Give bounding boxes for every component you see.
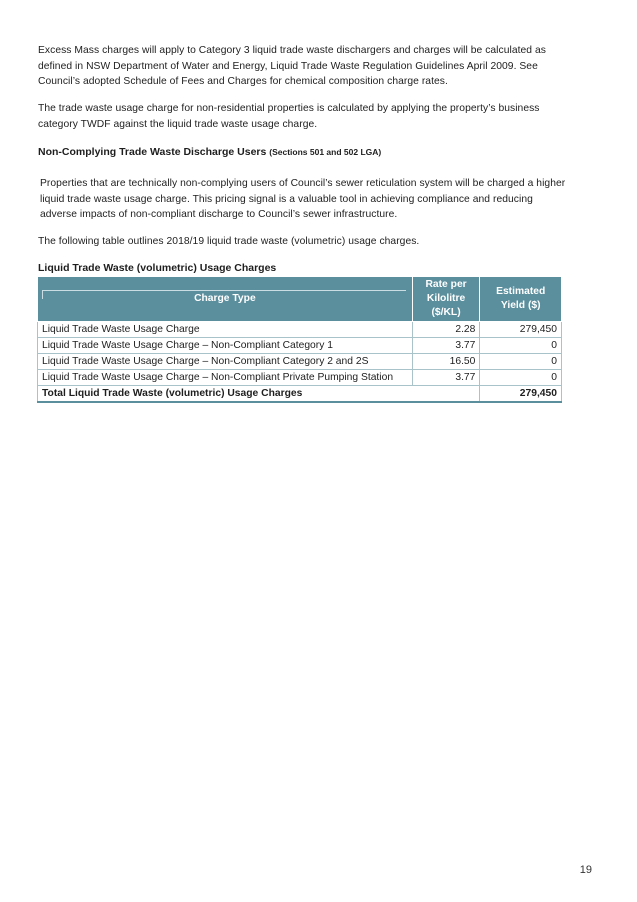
table-row xyxy=(38,370,562,386)
table-row xyxy=(38,354,562,370)
non-complying-title: Non-Complying Trade Waste Discharge Users xyxy=(38,146,267,158)
yield-cell: 0 xyxy=(480,354,562,370)
yield-header: Estimated Yield ($) xyxy=(480,277,562,322)
header-rule xyxy=(42,290,406,291)
rate-header: Rate per Kilolitre ($/KL) xyxy=(412,277,480,322)
usage-charges-table xyxy=(37,276,562,403)
non-complying-paragraph: Properties that are technically non-complying users of Council’s sewer reticulation system will be charged a higher liquid trade waste usage charge. This pricing signal is a valuable tool in achieving compliance and reducing adverse impacts of non-compliant discharge to Council’s sewer infrastructure. xyxy=(40,178,566,220)
usage-charge-paragraph: The trade waste usage charge for non-residential properties is calculated by applying the property’s business category TWDF against the liquid trade waste usage charge. xyxy=(38,103,540,130)
charge-type-cell: Liquid Trade Waste Usage Charge – Non-Compliant Category 1 xyxy=(38,338,413,354)
rate-cell: 3.77 xyxy=(412,370,480,386)
rate-cell: 3.77 xyxy=(412,338,480,354)
non-complying-heading xyxy=(38,146,381,158)
table-title: Liquid Trade Waste (volumetric) Usage Charges xyxy=(38,262,277,274)
excess-mass-paragraph: Excess Mass charges will apply to Category 3 liquid trade waste dischargers and charges will be calculated as defined in NSW Department of Water and Energy, Liquid Trade Waste Regulation Guidelines April 2009. See Council’s adopted Schedule of Fees and Charges for chemical composition charge rates. xyxy=(38,45,546,87)
charge-type-header-label: Charge Type xyxy=(194,293,256,304)
table-header-row xyxy=(38,277,562,322)
yield-cell: 0 xyxy=(480,338,562,354)
header-rule-tick xyxy=(42,290,43,299)
table-row xyxy=(38,338,562,354)
total-label-cell: Total Liquid Trade Waste (volumetric) Usage Charges xyxy=(38,386,480,403)
total-yield-cell: 279,450 xyxy=(480,386,562,403)
charge-type-header xyxy=(38,277,413,322)
total-row xyxy=(38,386,562,403)
table-intro-paragraph: The following table outlines 2018/19 liquid trade waste (volumetric) usage charges. xyxy=(38,236,420,247)
table-row xyxy=(38,322,562,338)
yield-cell: 0 xyxy=(480,370,562,386)
charge-type-cell: Liquid Trade Waste Usage Charge – Non-Compliant Private Pumping Station xyxy=(38,370,413,386)
page-number: 19 xyxy=(579,864,592,876)
charge-type-cell: Liquid Trade Waste Usage Charge xyxy=(38,322,413,338)
yield-cell: 279,450 xyxy=(480,322,562,338)
rate-cell: 16.50 xyxy=(412,354,480,370)
non-complying-sections: (Sections 501 and 502 LGA) xyxy=(269,147,382,157)
charge-type-cell: Liquid Trade Waste Usage Charge – Non-Compliant Category 2 and 2S xyxy=(38,354,413,370)
rate-cell: 2.28 xyxy=(412,322,480,338)
